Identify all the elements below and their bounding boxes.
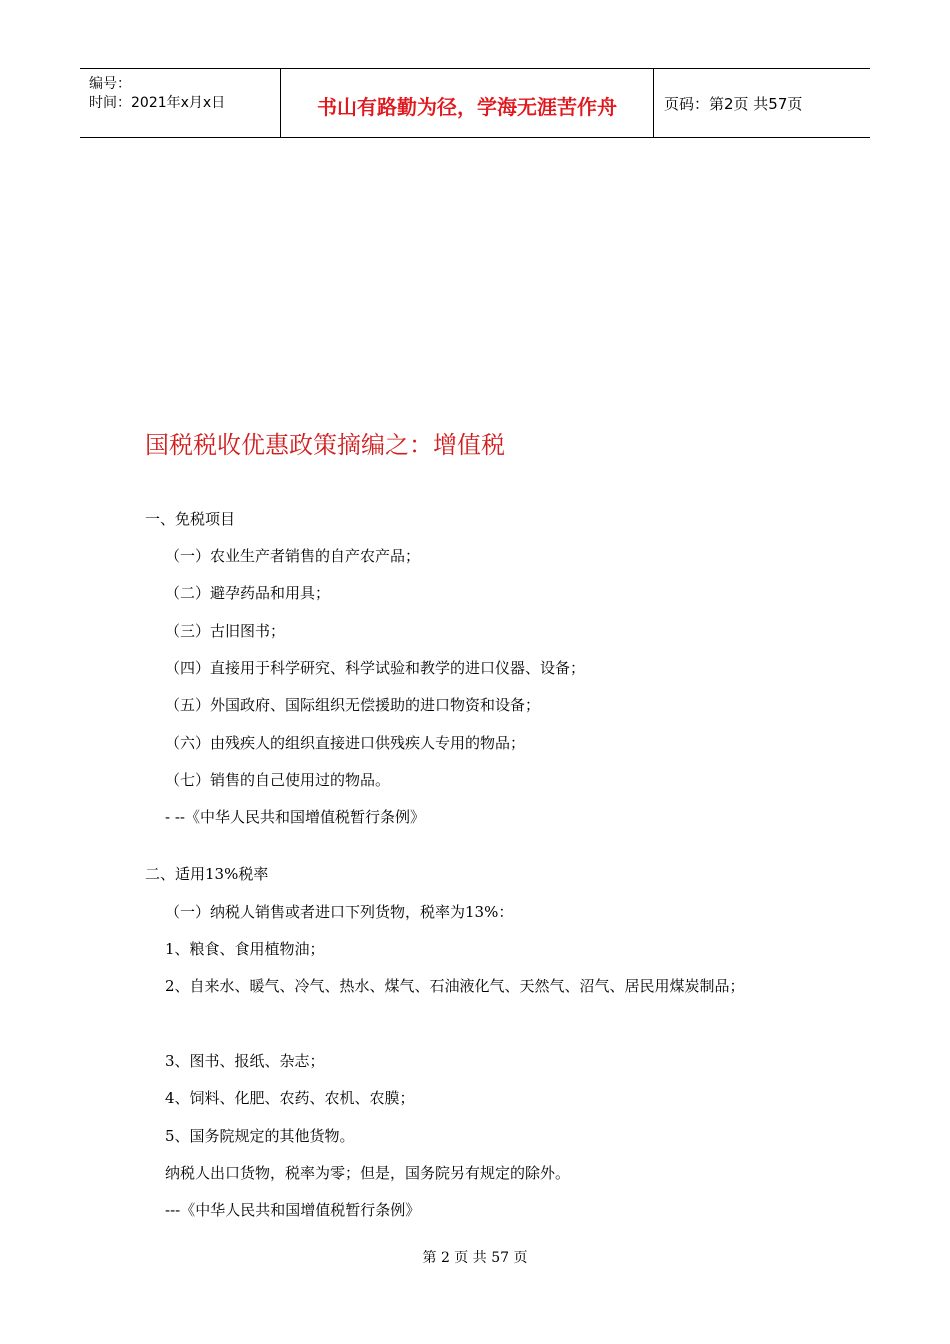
document-time-label: 时间：2021年x月x日 xyxy=(89,95,226,111)
list-item: 5、国务院规定的其他货物。 xyxy=(165,1127,355,1145)
list-item: 1、粮食、食用植物油； xyxy=(165,940,325,958)
section-heading: 一、免税项目 xyxy=(145,510,236,528)
section-note: 纳税人出口货物，税率为零；但是，国务院另有规定的除外。 xyxy=(165,1164,571,1182)
header-page-info: 页码：第2页 共57页 xyxy=(664,95,803,113)
header-meta-cell xyxy=(80,69,281,137)
list-item: （三）古旧图书； xyxy=(165,622,286,640)
section-intro: （一）纳税人销售或者进口下列货物，税率为13%： xyxy=(165,903,514,921)
document-number-label: 编号： xyxy=(89,76,131,92)
list-item: （一）农业生产者销售的自产农产品； xyxy=(165,547,421,565)
list-item: （七）销售的自己使用过的物品。 xyxy=(165,771,391,789)
document-title: 国税税收优惠政策摘编之：增值税 xyxy=(145,431,505,459)
list-item: （五）外国政府、国际组织无偿援助的进口物资和设备； xyxy=(165,696,541,714)
page-footer: 第 2 页 共 57 页 xyxy=(422,1250,528,1266)
list-item: （二）避孕药品和用具； xyxy=(165,584,331,602)
list-item: （四）直接用于科学研究、科学试验和教学的进口仪器、设备； xyxy=(165,659,586,677)
header-motto: 书山有路勤为径，学海无涯苦作舟 xyxy=(317,95,617,119)
list-item: 3、图书、报纸、杂志； xyxy=(165,1052,325,1070)
section-heading: 二、适用13%税率 xyxy=(145,865,269,883)
page-header xyxy=(80,68,870,138)
list-item: （六）由残疾人的组织直接进口供残疾人专用的物品； xyxy=(165,734,526,752)
header-page-cell xyxy=(654,69,870,137)
list-item: 2、自来水、暖气、冷气、热水、煤气、石油液化气、天然气、沼气、居民用煤炭制品； xyxy=(165,977,745,995)
source-citation: ---《中华人民共和国增值税暂行条例》 xyxy=(165,1201,421,1219)
header-motto-cell xyxy=(281,69,654,137)
source-citation: - --《中华人民共和国增值税暂行条例》 xyxy=(165,808,425,826)
list-item: 4、饲料、化肥、农药、农机、农膜； xyxy=(165,1089,415,1107)
